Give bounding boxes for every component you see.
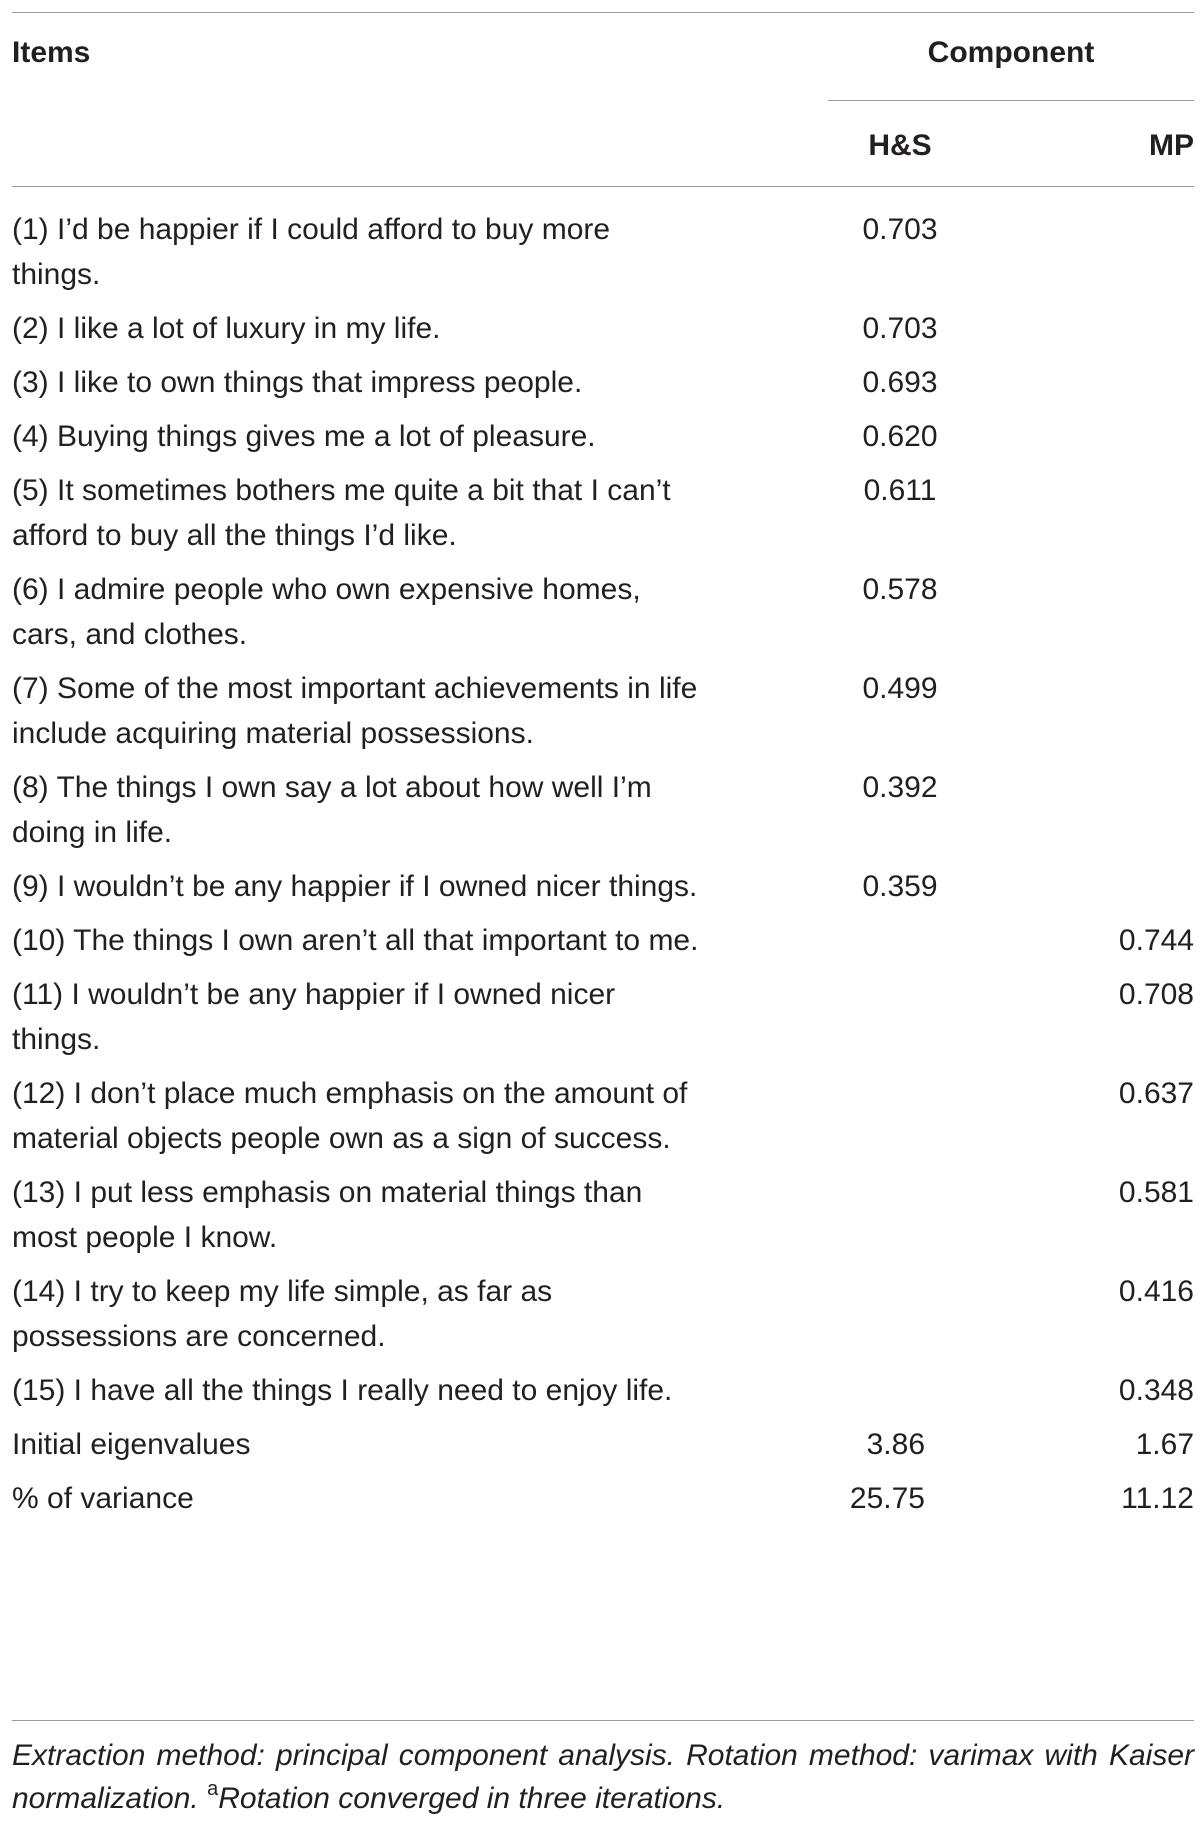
item-cell: (15) I have all the things I really need to enjoy life. xyxy=(12,1374,673,1407)
table-top-rule xyxy=(12,12,1194,13)
hs-loading-cell: 0.578 xyxy=(862,573,938,606)
item-cell: (8) The things I own say a lot about how well I’m doing in life. xyxy=(12,771,652,849)
header-hs: H&S xyxy=(868,129,932,162)
item-cell: (14) I try to keep my life simple, as far as possessions are concerned. xyxy=(12,1275,553,1353)
table-row xyxy=(0,1170,1200,1260)
mp-loading-cell: 0.637 xyxy=(1118,1077,1194,1110)
mp-loading-cell: 0.744 xyxy=(1118,924,1194,957)
header-mp: MP xyxy=(1149,129,1194,162)
hs-loading-cell: 0.611 xyxy=(863,474,937,507)
item-cell: (1) I’d be happier if I could afford to buy more things. xyxy=(12,213,611,291)
footnote-text-2: Rotation converged in three iterations. xyxy=(218,1782,726,1815)
table-row xyxy=(0,414,1200,459)
summary-row xyxy=(0,1422,1200,1467)
table-row xyxy=(0,360,1200,405)
table-bottom-rule xyxy=(12,1720,1194,1721)
hs-loading-cell: 25.75 xyxy=(849,1482,925,1515)
hs-loading-cell: 0.620 xyxy=(862,420,938,453)
footnote-text: Extraction method: principal component analysis. Rotation method: varimax with Kaiser normalization. xyxy=(12,1739,1194,1815)
item-cell: (2) I like a lot of luxury in my life. xyxy=(12,312,441,345)
item-cell: (9) I wouldn’t be any happier if I owned nicer things. xyxy=(12,870,698,903)
table-row xyxy=(0,864,1200,909)
component-underline-rule xyxy=(828,100,1194,101)
item-cell: (5) It sometimes bothers me quite a bit that I can’t afford to buy all the things I’d like. xyxy=(12,474,671,552)
header-bottom-rule xyxy=(12,186,1194,187)
table-row xyxy=(0,567,1200,657)
hs-loading-cell: 0.392 xyxy=(862,771,938,804)
item-cell: (6) I admire people who own expensive homes, cars, and clothes. xyxy=(12,573,641,651)
table-row xyxy=(0,918,1200,963)
item-cell: (4) Buying things gives me a lot of pleasure. xyxy=(12,420,596,453)
table-footnote xyxy=(12,1734,1194,1820)
table-row xyxy=(0,666,1200,756)
mp-loading-cell: 0.348 xyxy=(1118,1374,1194,1407)
table-row xyxy=(0,765,1200,855)
mp-loading-cell: 0.708 xyxy=(1118,978,1194,1011)
item-cell: (12) I don’t place much emphasis on the amount of material objects people own as a sign of success. xyxy=(12,1077,688,1155)
item-cell: (7) Some of the most important achievements in life include acquiring material possessions. xyxy=(12,672,698,750)
item-cell: (10) The things I own aren’t all that important to me. xyxy=(12,924,699,957)
item-cell: (11) I wouldn’t be any happier if I owned nicer things. xyxy=(12,978,616,1056)
table-row xyxy=(0,1071,1200,1161)
mp-loading-cell: 11.12 xyxy=(1121,1482,1194,1515)
hs-loading-cell: 0.703 xyxy=(862,312,938,345)
table-row xyxy=(0,972,1200,1062)
mp-loading-cell: 0.581 xyxy=(1118,1176,1194,1209)
hs-loading-cell: 0.703 xyxy=(862,213,938,246)
footnote-marker: a xyxy=(207,1778,219,1800)
header-component: Component xyxy=(927,36,1095,69)
mp-loading-cell: 1.67 xyxy=(1135,1428,1194,1461)
hs-loading-cell: 3.86 xyxy=(866,1428,925,1461)
mp-loading-cell: 0.416 xyxy=(1118,1275,1194,1308)
table-row xyxy=(0,306,1200,351)
item-cell: Initial eigenvalues xyxy=(12,1428,251,1461)
item-cell: % of variance xyxy=(12,1482,194,1515)
hs-loading-cell: 0.499 xyxy=(862,672,938,705)
table-row xyxy=(0,1269,1200,1359)
hs-loading-cell: 0.693 xyxy=(862,366,938,399)
table-row xyxy=(0,207,1200,297)
header-items: Items xyxy=(12,36,91,69)
item-cell: (13) I put less emphasis on material things than most people I know. xyxy=(12,1176,643,1254)
table-row xyxy=(0,468,1200,558)
hs-loading-cell: 0.359 xyxy=(862,870,938,903)
summary-row xyxy=(0,1476,1200,1521)
item-cell: (3) I like to own things that impress people. xyxy=(12,366,583,399)
table-row xyxy=(0,1368,1200,1413)
table-body xyxy=(0,207,1200,1530)
